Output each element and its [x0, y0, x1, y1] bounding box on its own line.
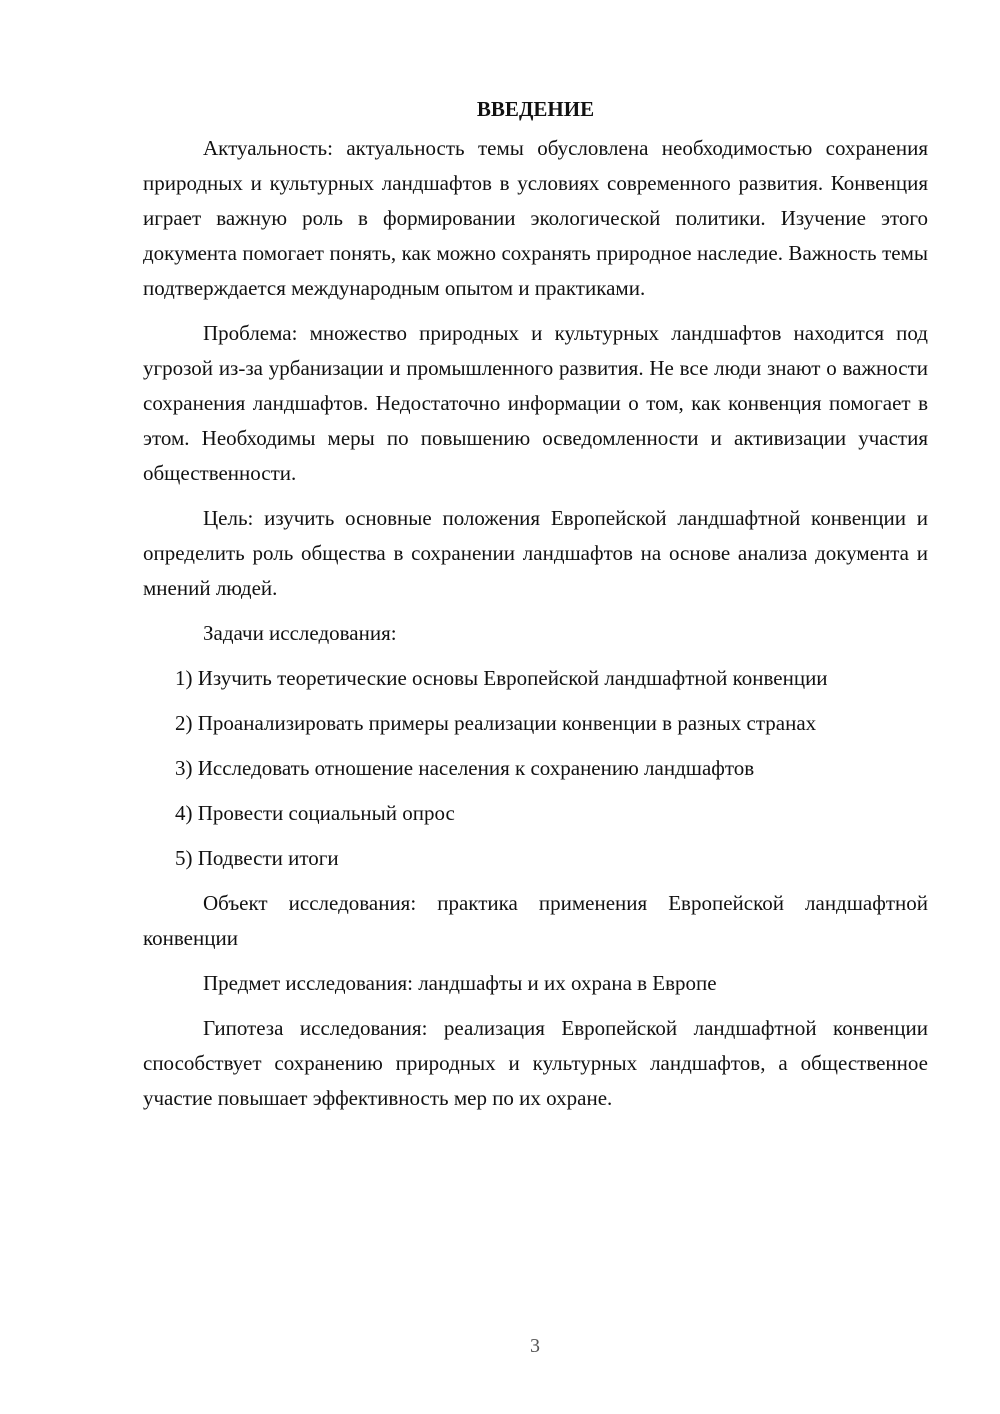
tasks-heading: Задачи исследования:: [203, 621, 397, 645]
page-content: [143, 92, 928, 1126]
task-item: 3) Исследовать отношение населения к сохранению ландшафтов: [175, 756, 755, 780]
goal-paragraph: Цель: изучить основные положения Европейской ландшафтной конвенции и определить роль общества в сохранении ландшафтов на основе анализа документа и мнений людей.: [143, 506, 928, 600]
task-item: 5) Подвести итоги: [175, 846, 339, 870]
task-item: 1) Изучить теоретические основы Европейской ландшафтной конвенции: [175, 666, 828, 690]
relevance-paragraph: Актуальность: актуальность темы обусловлена необходимостью сохранения природных и культурных ландшафтов в условиях современного развития. Конвенция играет важную роль в формировании экологической политики. Изучение этого документа помогает понять, как можно сохранять природное наследие. Важность темы подтверждается международным опытом и практиками.: [143, 136, 928, 300]
hypothesis-paragraph: Гипотеза исследования: реализация Европейской ландшафтной конвенции способствует сохранению природных и культурных ландшафтов, а общественное участие повышает эффективность мер по их охране.: [143, 1016, 928, 1110]
problem-paragraph: Проблема: множество природных и культурных ландшафтов находится под угрозой из-за урбанизации и промышленного развития. Не все люди знают о важности сохранения ландшафтов. Недостаточно информации о том, как конвенция помогает в этом. Необходимы меры по повышению осведомленности и активизации участия общественности.: [143, 321, 928, 485]
page-number: 3: [530, 1335, 540, 1357]
task-item: 4) Провести социальный опрос: [175, 801, 455, 825]
task-item: 2) Проанализировать примеры реализации конвенции в разных странах: [175, 711, 817, 735]
subject-paragraph: Предмет исследования: ландшафты и их охрана в Европе: [203, 971, 717, 995]
page-title: ВВЕДЕНИЕ: [476, 97, 595, 121]
object-paragraph: Объект исследования: практика применения Европейской ландшафтной конвенции: [143, 891, 928, 950]
